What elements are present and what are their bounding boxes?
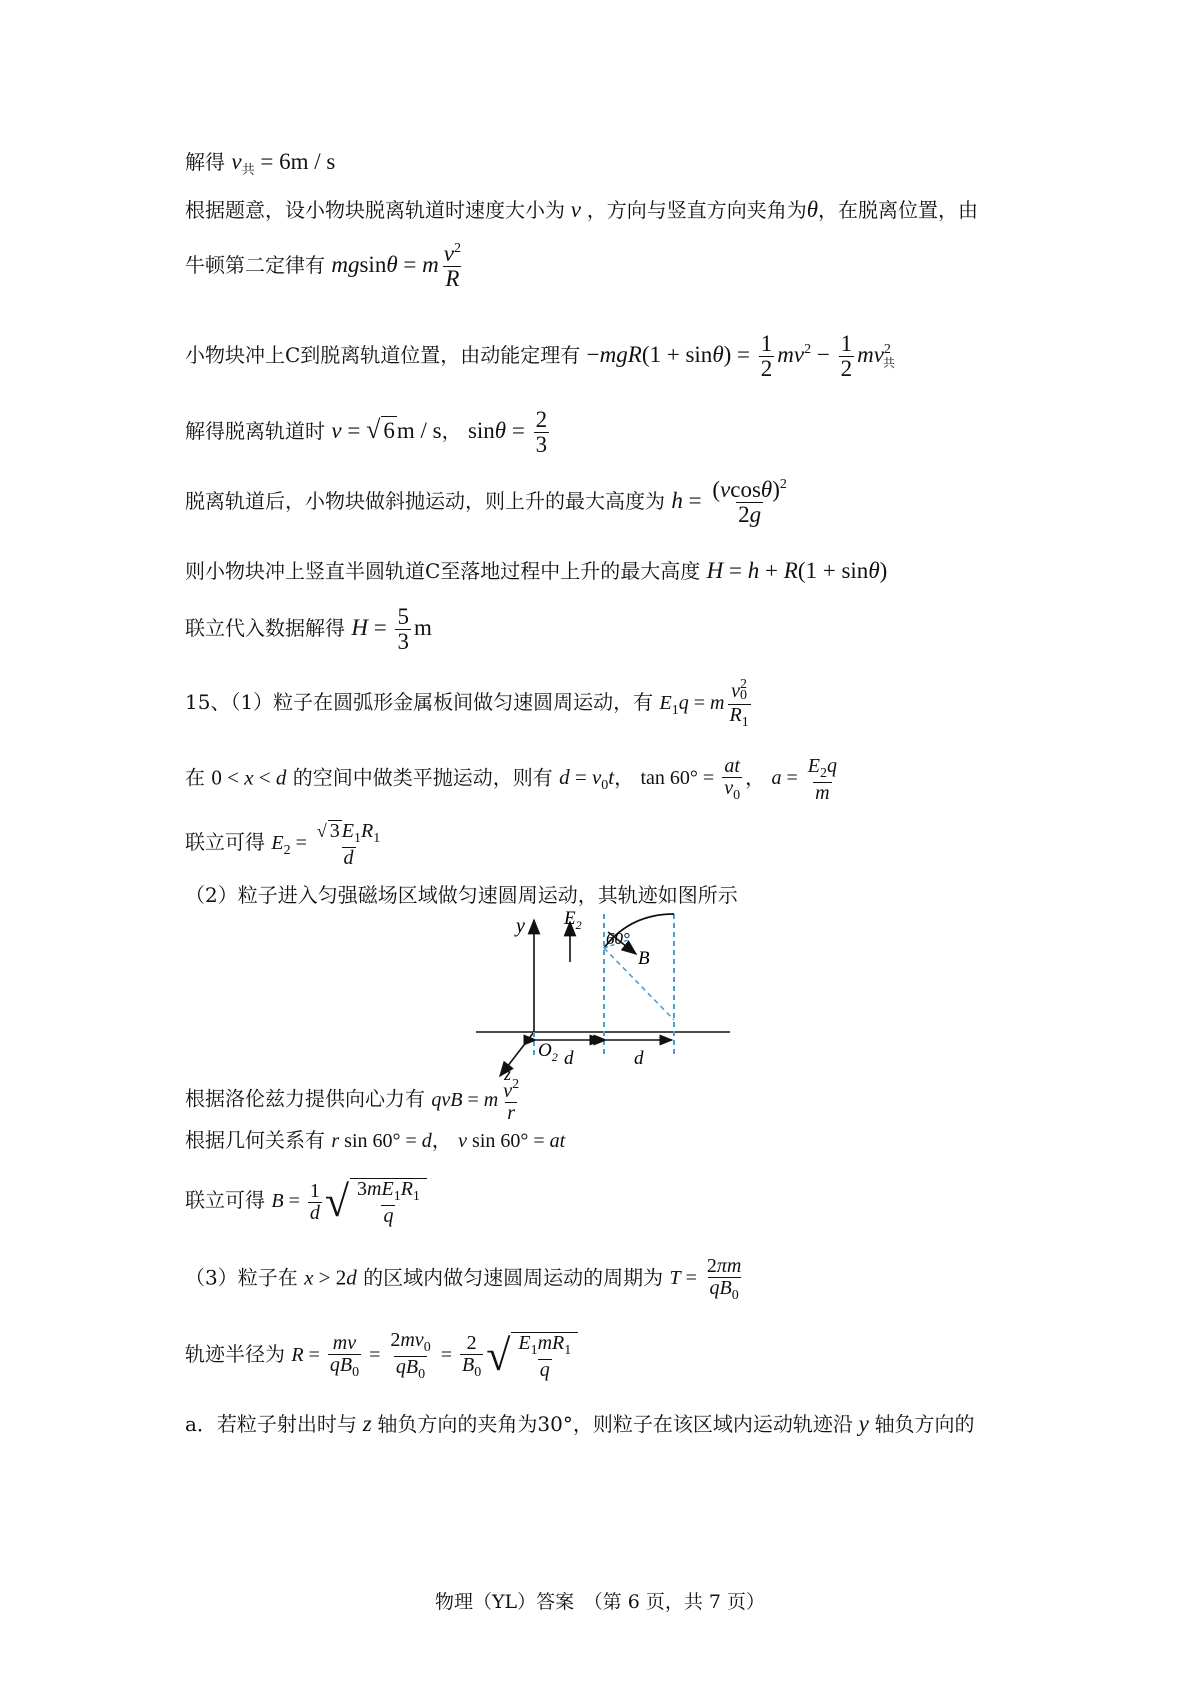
formula-sin: sinθ = $\frac{2}{3}$: [467, 407, 548, 458]
z-axis-label: z: [504, 1064, 512, 1080]
formula-newton: mgsinθ = m $\frac{v^2}{R}$: [331, 241, 461, 292]
formula-h: h = $\frac{(vcos\theta)^2}{2g}$: [671, 477, 787, 528]
formula-energy: −mgR(1 + sinθ) = $\frac{1}{2}$ $mv^2$ − $\frac{1}{2}$ $mv^2_共$: [586, 331, 895, 382]
formula-E2: $E_2$ = $\frac{√ 3 E_1R_1}{d}$: [271, 820, 381, 869]
text-line-3: 牛顿第二定律有 mgsinθ = m $\frac{v^2}{R}$: [185, 242, 466, 291]
text-line-7: 则小物块冲上竖直半圆轨道C至落地过程中上升的最大高度 H = h + R(1 + sinθ): [185, 558, 888, 583]
origin-label: $O_2$: [538, 1040, 558, 1064]
text-line-1: 解得 $v_共 = 6m / s$: [185, 149, 336, 178]
text-line-5: 解得脱离轨道时 v = √ 6m / s， sinθ = $\frac{2}{3}$: [185, 408, 552, 457]
dim-label-1: d: [564, 1048, 574, 1069]
formula-R: R = $\frac{mv}{qB_0}$ = $\frac{2mv_0}{qB_0}$ = $\frac{2}{B_0}$ √ $\frac{E_1mR_1}{q}$: [291, 1344, 578, 1366]
formula-H: H = h + R(1 + sinθ): [706, 558, 888, 583]
formula-v: v = √ 6m / s: [331, 414, 442, 444]
formula-H-value: H = $\frac{5}{3}$ m: [351, 604, 432, 655]
part-3: （3）粒子在 x > 2d 的区域内做匀速圆周运动的周期为 T = $\frac{2\pi m}{qB_0}$: [185, 1256, 746, 1304]
formula-E1q: $E_1q = m$ $\frac{v0^2}{R_1}$: [659, 677, 749, 730]
text-line-14: 根据几何关系有 r sin 60° = d， v sin 60° = at: [185, 1128, 566, 1152]
part-2: （2）粒子进入匀强磁场区域做匀速圆周运动，其轨迹如图所示: [185, 883, 738, 907]
page-footer: 物理（YL）答案 （第 6 页，共 7 页）: [435, 1591, 765, 1613]
text-line-11: 联立可得 $E_2$ = $\frac{√ 3 E_1R_1}{d}$: [185, 820, 385, 869]
b-label: B: [638, 948, 650, 969]
text-line-4: 小物块冲上C到脱离轨道位置，由动能定理有 −mgR(1 + sinθ) = $\frac{1}{2}$ $mv^2$ − $\frac{1}{2}$ $mv^2_共$: [185, 331, 895, 382]
formula-v-common: $v_共 = 6m / s$: [231, 149, 336, 178]
y-axis-label: y: [516, 915, 525, 937]
text-line-15: 联立可得 B = $\frac{1}{d}$ √ $\frac{3mE_1R_1}{q}$: [185, 1176, 427, 1229]
trajectory-figure: [460, 910, 740, 1080]
text-line-6: 脱离轨道后，小物块做斜抛运动，则上升的最大高度为 h = $\frac{(vcos\theta)^2}{2g}$: [185, 478, 792, 527]
text-line-2: 根据题意，设小物块脱离轨道时速度大小为 v ，方向与竖直方向夹角为θ，在脱离位置，由: [185, 197, 979, 222]
text-line-13: 根据洛伦兹力提供向心力有 qvB = m $\frac{v^2}{r}$: [185, 1078, 524, 1124]
dim-label-2: d: [634, 1048, 644, 1069]
e2-label: $E_2$: [564, 910, 582, 932]
text-line-a: a．若粒子射出时与 z 轴负方向的夹角为30°，则粒子在该区域内运动轨迹沿 y 轴负方向的: [185, 1411, 975, 1436]
formula-T: T = $\frac{2\pi m}{qB_0}$: [669, 1255, 742, 1303]
angle-label: 60°: [606, 929, 630, 948]
question-15: 15、（1）粒子在圆弧形金属板间做匀速圆周运动，有 $E_1q = m$ $\frac{v0^2}{R_1}$: [185, 678, 754, 730]
text-line-8: 联立代入数据解得 H = $\frac{5}{3}$ m: [185, 604, 432, 655]
formula-B: B = $\frac{1}{d}$ √ $\frac{3mE_1R_1}{q}$: [271, 1190, 427, 1212]
text-line-10: 在 0 < x < d 的空间中做类平抛运动，则有 $d = v_0t$， tan 60° = $\frac{at}{v_0}$ ， a = $\frac{E_2q}{m}$: [185, 755, 837, 804]
formula-lorentz: qvB = m $\frac{v^2}{r}$: [431, 1077, 520, 1124]
text-line-17: 轨迹半径为 R = $\frac{mv}{qB_0}$ = $\frac{2mv_0}{qB_0}$ = $\frac{2}{B_0}$ √ $\frac{E_1mR_1}{q}$: [185, 1330, 578, 1383]
